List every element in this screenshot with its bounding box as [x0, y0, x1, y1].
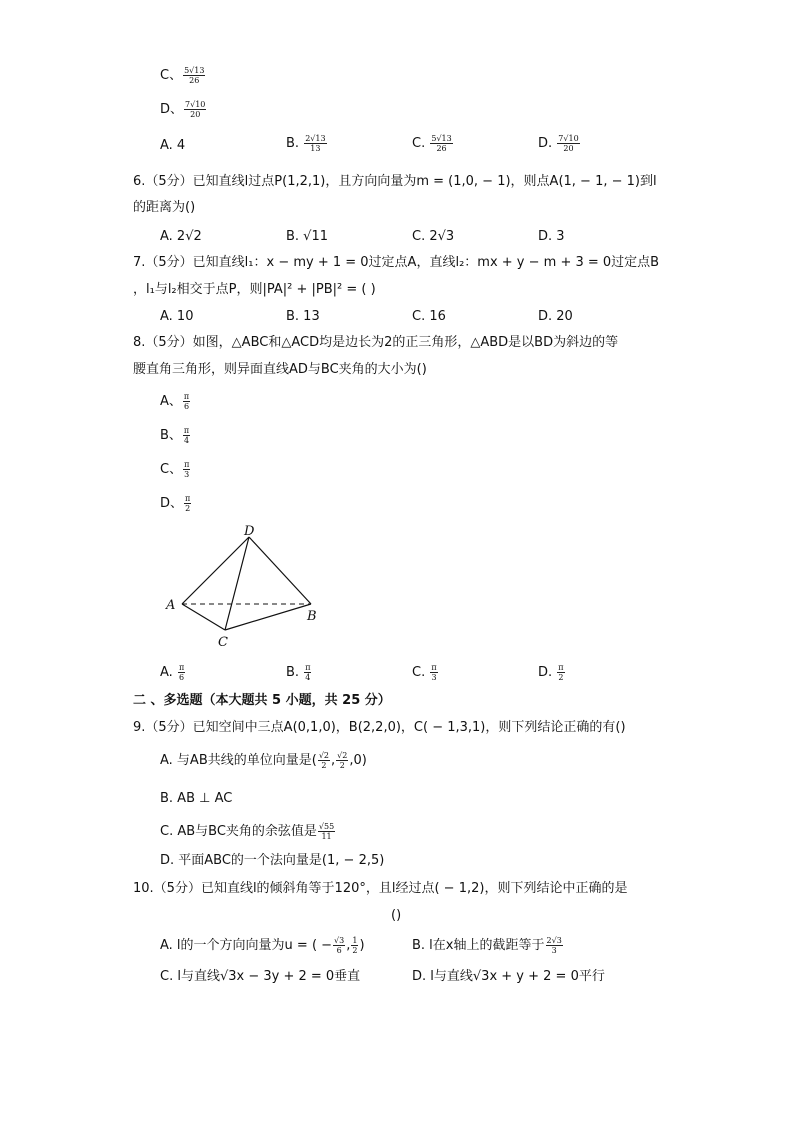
q10-stem-line2: (): [391, 908, 402, 923]
q9-option-b: B. AB ⊥ AC: [160, 791, 233, 806]
q6-stem-line1: 6.（5分）已知直线l过点P(1,2,1)，且方向向量为m = (1,0, − 1)，则点A(1, − 1, − 1)到l: [133, 174, 657, 189]
q6-option-a: A. 2√2: [160, 229, 202, 244]
q7-stem-line2: ，l₁与l₂相交于点P，则|PA|² + |PB|² = ( ): [133, 282, 376, 297]
q8-stem-line2: 腰直角三角形，则异面直线AD与BC夹角的大小为(): [133, 362, 427, 377]
q5-option-d: D. $\frac{7√10}{20}$: [538, 134, 579, 153]
label-C: C: [218, 635, 228, 650]
q10-option-b: B. l在x轴上的截距等于 $\frac{2√3}{3}$: [412, 936, 562, 955]
q8-vert-option-c: C、 $\frac{\pi}{3}$: [160, 460, 190, 479]
q8-option-b: B. $\frac{\pi}{4}$: [286, 663, 311, 682]
q7-option-d: D. 20: [538, 309, 573, 324]
q8-vert-option-d: D、 $\frac{\pi}{2}$: [160, 494, 191, 513]
q5-vert-option-c: C、 $\frac{5√13}{26}$: [160, 66, 205, 85]
q8-stem-line1: 8.（5分）如图，△ABC和△ACD均是边长为2的正三角形，△ABD是以BD为斜边的等: [133, 335, 619, 350]
q10-option-a: A. l的一个方向向量为u = ( − $\frac{√3}{6}$ , $\frac{1}{2}$ ): [160, 936, 365, 955]
q10-option-d: D. l与直线√3x + y + 2 = 0平行: [412, 969, 605, 984]
section-heading-multiple-choice: 二 、多选题（本大题共 5 小题，共 25 分）: [133, 693, 391, 708]
q8-vert-option-a: A、 $\frac{\pi}{6}$: [160, 392, 190, 411]
label-A: A: [166, 598, 176, 613]
q7-stem-line1: 7.（5分）已知直线l₁：x − my + 1 = 0过定点A，直线l₂：mx + y − m + 3 = 0过定点B: [133, 255, 660, 270]
q5-vert-option-d: D、 $\frac{7√10}{20}$: [160, 100, 206, 119]
q7-option-b: B. 13: [286, 309, 320, 324]
q8-vert-option-b: B、 $\frac{\pi}{4}$: [160, 426, 190, 445]
q7-option-c: C. 16: [412, 309, 446, 324]
fraction: $\frac{5√13}{26}$: [184, 66, 205, 85]
q8-option-c: C. $\frac{\pi}{3}$: [412, 663, 437, 682]
q9-stem: 9.（5分）已知空间中三点A(0,1,0)，B(2,2,0)，C( − 1,3,1)，则下列结论正确的有(): [133, 720, 626, 735]
label-D: D: [244, 524, 255, 539]
q5-option-a: A. 4: [160, 138, 186, 153]
edge-DB: [249, 537, 311, 604]
q7-option-a: A. 10: [160, 309, 194, 324]
q6-option-b: B. √11: [286, 229, 329, 244]
q6-stem-line2: 的距离为(): [133, 200, 196, 215]
q8-option-d: D. $\frac{\pi}{2}$: [538, 663, 564, 682]
q6-option-c: C. 2√3: [412, 229, 455, 244]
q9-option-d: D. 平面ABC的一个法向量是(1, − 2,5): [160, 853, 385, 868]
edge-DA: [182, 537, 249, 604]
label-B: B: [307, 609, 317, 624]
q8-option-a: A. $\frac{\pi}{6}$: [160, 663, 185, 682]
q6-option-d: D. 3: [538, 229, 565, 244]
edge-AC: [182, 604, 225, 630]
q9-option-c: C. AB与BC夹角的余弦值是 $\frac{√55}{11}$: [160, 822, 335, 841]
edge-DC: [225, 537, 249, 630]
q5-option-c: C. $\frac{5√13}{26}$: [412, 134, 452, 153]
fraction: $\frac{7√10}{20}$: [185, 100, 206, 119]
edge-CB: [225, 604, 311, 630]
q10-option-c: C. l与直线√3x − 3y + 2 = 0垂直: [160, 969, 361, 984]
q9-option-a: A. 与AB共线的单位向量是( $\frac{√2}{2}$ , $\frac{√2}{2}$ ,0): [160, 751, 367, 770]
q10-stem-line1: 10.（5分）已知直线l的倾斜角等于120°，且l经过点( − 1,2)，则下列结论中正确的是: [133, 881, 628, 896]
q5-option-b: B. $\frac{2√13}{13}$: [286, 134, 326, 153]
tetrahedron-figure: [160, 520, 340, 650]
